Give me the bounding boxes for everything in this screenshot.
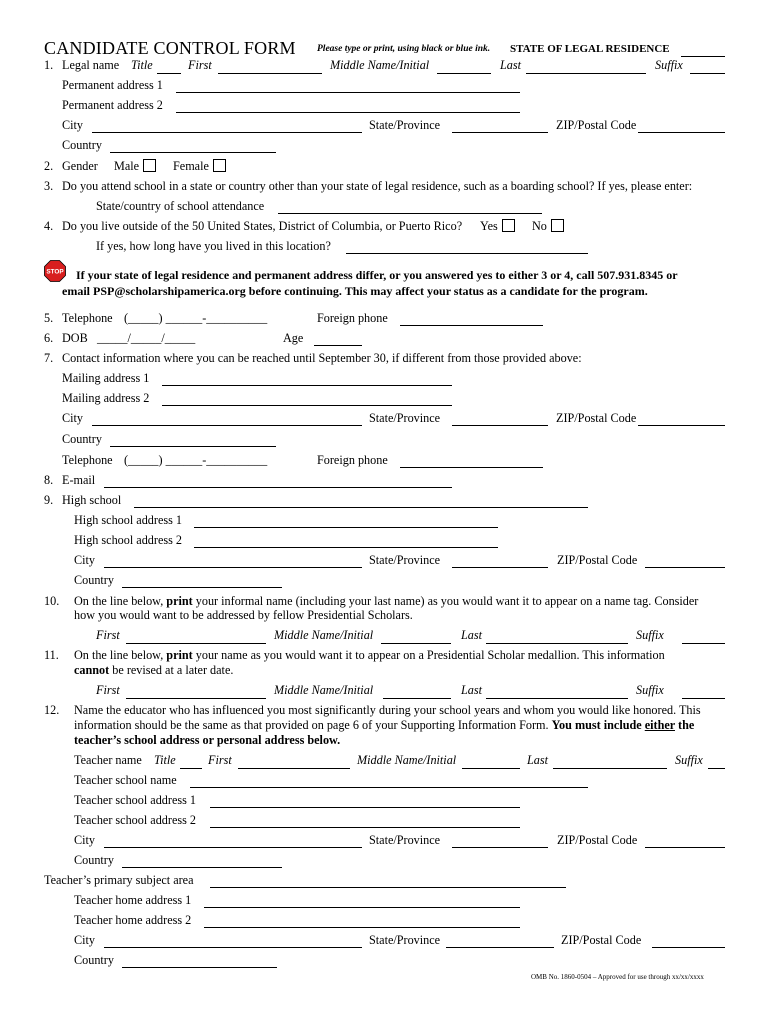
teacher-middle-field[interactable] <box>462 755 520 769</box>
teacher-first-field[interactable] <box>238 755 350 769</box>
foreign-phone-field[interactable] <box>400 312 543 326</box>
telephone-label: Telephone <box>62 311 113 325</box>
mailing-zip-field[interactable] <box>638 412 725 426</box>
teacher-subject-field[interactable] <box>210 874 566 888</box>
hs-country-field[interactable] <box>122 574 282 588</box>
hs-address-2-field[interactable] <box>194 534 498 548</box>
last-name-label: Last <box>500 58 522 72</box>
q8-number: 8. <box>44 473 54 487</box>
teacher-last-label: Last <box>527 753 549 767</box>
medallion-suffix-label: Suffix <box>636 683 664 697</box>
q9-number: 9. <box>44 493 54 507</box>
country-label: Country <box>62 138 102 152</box>
q10-line2: how you would want to be addressed by fellow Presidential Scholars. <box>74 608 413 622</box>
male-label: Male <box>114 159 140 173</box>
mailing-address-2-label: Mailing address 2 <box>62 391 150 405</box>
mailing-foreign-phone-field[interactable] <box>400 454 543 468</box>
middle-name-label: Middle Name/Initial <box>330 58 430 72</box>
hs-address-1-field[interactable] <box>194 514 498 528</box>
q6-number: 6. <box>44 331 54 345</box>
teacher-title-label: Title <box>154 753 176 767</box>
q12-number: 12. <box>44 703 60 717</box>
yes-label: Yes <box>480 219 498 233</box>
medallion-middle-field[interactable] <box>383 685 451 699</box>
teacher-school-state-field[interactable] <box>452 834 548 848</box>
perm-address-2-label: Permanent address 2 <box>62 98 163 112</box>
no-label: No <box>532 219 547 233</box>
female-checkbox[interactable] <box>213 159 226 172</box>
q3-number: 3. <box>44 179 54 193</box>
q12-must-include: You must include <box>551 718 645 732</box>
teacher-suffix-field[interactable] <box>708 755 725 769</box>
teacher-home-city-label: City <box>74 933 95 947</box>
q12-line2 <box>74 718 694 733</box>
teacher-home-zip-label: ZIP/Postal Code <box>561 933 642 947</box>
teacher-home-zip-field[interactable] <box>652 934 725 948</box>
teacher-school-state-label: State/Province <box>369 833 441 847</box>
informal-suffix-field[interactable] <box>682 630 725 644</box>
first-name-label: First <box>188 58 212 72</box>
mailing-city-field[interactable] <box>92 412 362 426</box>
teacher-home-address-2-field[interactable] <box>204 914 520 928</box>
teacher-home-state-label: State/Province <box>369 933 441 947</box>
mailing-telephone-label: Telephone <box>62 453 113 467</box>
city-label: City <box>62 118 83 132</box>
informal-suffix-label: Suffix <box>636 628 664 642</box>
school-attendance-label: State/country of school attendance <box>96 199 265 213</box>
high-school-label: High school <box>62 493 122 507</box>
medallion-suffix-field[interactable] <box>682 685 725 699</box>
form-title: CANDIDATE CONTROL FORM <box>44 38 296 58</box>
teacher-name-label: Teacher name <box>74 753 142 767</box>
hs-zip-label: ZIP/Postal Code <box>557 553 638 567</box>
how-long-field[interactable] <box>346 240 588 254</box>
q12-text-b: information should be the same as that provided on page 6 of your Supporting Information Form. <box>74 718 552 732</box>
suffix-label: Suffix <box>655 58 683 72</box>
teacher-middle-label: Middle Name/Initial <box>357 753 457 767</box>
teacher-last-field[interactable] <box>553 755 667 769</box>
q12-the: the <box>674 718 695 732</box>
teacher-school-city-field[interactable] <box>104 834 362 848</box>
stop-notice-line2: email PSP@scholarshipamerica.org before continuing. This may affect your status as a candidate for the program. <box>62 284 648 298</box>
legal-name-label: Legal name <box>62 58 120 72</box>
q11-text-a: On the line below, <box>74 648 167 662</box>
mailing-foreign-phone-label: Foreign phone <box>317 453 388 467</box>
teacher-suffix-label: Suffix <box>675 753 703 767</box>
mailing-address-1-label: Mailing address 1 <box>62 371 150 385</box>
teacher-school-address-2-field[interactable] <box>210 814 520 828</box>
teacher-first-label: First <box>208 753 232 767</box>
teacher-subject-label: Teacher’s primary subject area <box>44 873 194 887</box>
first-name-field[interactable] <box>218 60 322 74</box>
hs-state-field[interactable] <box>452 554 548 568</box>
stop-sign-text: STOP <box>46 268 64 276</box>
high-school-field[interactable] <box>134 494 588 508</box>
no-checkbox[interactable] <box>551 219 564 232</box>
q7-number: 7. <box>44 351 54 365</box>
mailing-country-field[interactable] <box>110 433 276 447</box>
q11-cannot-emphasis: cannot <box>74 663 110 677</box>
middle-name-field[interactable] <box>437 60 491 74</box>
state-of-residence-label: STATE OF LEGAL RESIDENCE <box>510 43 670 55</box>
perm-address-2-field[interactable] <box>176 99 520 113</box>
q4-number: 4. <box>44 219 54 233</box>
zip-field[interactable] <box>638 119 725 133</box>
hs-city-field[interactable] <box>104 554 362 568</box>
perm-address-1-field[interactable] <box>176 79 520 93</box>
q10-line1 <box>74 594 698 609</box>
q12-line1: Name the educator who has influenced you most significantly during your school years and whom you would like honored. This <box>74 703 701 717</box>
mailing-country-label: Country <box>62 432 102 446</box>
dob-label: DOB <box>62 331 88 345</box>
q12-either-emphasis: either <box>644 718 675 732</box>
mailing-telephone-field[interactable]: (_____) ______-__________ <box>124 453 268 467</box>
q10-text-c: your informal name (including your last name) as you would want it to appear on a name tag. Consider <box>192 594 699 608</box>
mailing-city-label: City <box>62 411 83 425</box>
mailing-address-2-field[interactable] <box>162 392 452 406</box>
state-label: State/Province <box>369 118 441 132</box>
perm-address-1-label: Permanent address 1 <box>62 78 163 92</box>
teacher-home-address-2-label: Teacher home address 2 <box>74 913 192 927</box>
teacher-school-zip-field[interactable] <box>645 834 725 848</box>
q3-question: Do you attend school in a state or country other than your state of legal residence, such as a boarding school? If yes, please enter: <box>62 179 693 193</box>
q11-line2 <box>74 663 233 678</box>
how-long-label: If yes, how long have you lived in this location? <box>96 239 331 253</box>
female-label: Female <box>173 159 209 173</box>
q10-print-emphasis: print <box>166 594 193 608</box>
email-field[interactable] <box>104 474 452 488</box>
q2-number: 2. <box>44 159 54 173</box>
age-label: Age <box>283 331 304 345</box>
informal-middle-field[interactable] <box>381 630 451 644</box>
teacher-home-country-label: Country <box>74 953 114 967</box>
mailing-address-1-field[interactable] <box>162 372 452 386</box>
hs-zip-field[interactable] <box>645 554 725 568</box>
last-name-field[interactable] <box>526 60 646 74</box>
school-attendance-field[interactable] <box>278 200 542 214</box>
q12-line3: teacher’s school address or personal address below. <box>74 733 341 747</box>
ink-instructions: Please type or print, using black or blue ink. <box>317 44 491 54</box>
medallion-last-field[interactable] <box>486 685 628 699</box>
q7-question: Contact information where you can be reached until September 30, if different from those provided above: <box>62 351 582 365</box>
gender-label: Gender <box>62 159 98 173</box>
teacher-school-address-1-field[interactable] <box>210 794 520 808</box>
email-label: E-mail <box>62 473 96 487</box>
informal-first-field[interactable] <box>126 630 266 644</box>
teacher-title-field[interactable] <box>180 755 202 769</box>
medallion-middle-label: Middle Name/Initial <box>274 683 374 697</box>
q10-text-a: On the line below, <box>74 594 167 608</box>
country-field[interactable] <box>110 139 276 153</box>
teacher-school-name-label: Teacher school name <box>74 773 177 787</box>
title-field[interactable] <box>157 60 181 74</box>
teacher-school-name-field[interactable] <box>190 774 588 788</box>
mailing-zip-label: ZIP/Postal Code <box>556 411 637 425</box>
q11-number: 11. <box>44 648 59 662</box>
telephone-field[interactable]: (_____) ______-__________ <box>124 311 268 325</box>
teacher-school-country-label: Country <box>74 853 114 867</box>
male-checkbox[interactable] <box>143 159 156 172</box>
teacher-home-state-field[interactable] <box>446 934 554 948</box>
q11-print-emphasis: print <box>166 648 193 662</box>
dob-field[interactable]: _____/_____/_____ <box>97 331 196 345</box>
hs-address-2-label: High school address 2 <box>74 533 182 547</box>
stop-notice-line1: If your state of legal residence and permanent address differ, or you answered yes to either 3 or 4, call 507.931.8345 or <box>76 268 678 282</box>
hs-address-1-label: High school address 1 <box>74 513 182 527</box>
mailing-state-field[interactable] <box>452 412 548 426</box>
suffix-field[interactable] <box>690 60 725 74</box>
q11-text-c: your name as you would want it to appear on a Presidential Scholar medallion. This information <box>192 648 665 662</box>
city-field[interactable] <box>92 119 362 133</box>
medallion-first-field[interactable] <box>126 685 266 699</box>
state-field[interactable] <box>452 119 548 133</box>
q10-number: 10. <box>44 594 60 608</box>
informal-last-label: Last <box>461 628 483 642</box>
q11-line1 <box>74 648 665 663</box>
state-of-residence-field[interactable] <box>681 43 725 57</box>
stop-sign-icon <box>44 260 66 282</box>
hs-state-label: State/Province <box>369 553 441 567</box>
informal-last-field[interactable] <box>486 630 628 644</box>
age-field[interactable] <box>314 332 362 346</box>
medallion-first-label: First <box>96 683 120 697</box>
q5-number: 5. <box>44 311 54 325</box>
hs-country-label: Country <box>74 573 114 587</box>
informal-first-label: First <box>96 628 120 642</box>
informal-middle-label: Middle Name/Initial <box>274 628 374 642</box>
q1-number: 1. <box>44 58 54 72</box>
teacher-school-city-label: City <box>74 833 95 847</box>
omb-footer: OMB No. 1860-0504 – Approved for use through xx/xx/xxxx <box>531 973 704 981</box>
mailing-state-label: State/Province <box>369 411 441 425</box>
teacher-home-address-1-field[interactable] <box>204 894 520 908</box>
teacher-school-address-1-label: Teacher school address 1 <box>74 793 196 807</box>
medallion-last-label: Last <box>461 683 483 697</box>
teacher-home-city-field[interactable] <box>104 934 362 948</box>
title-label: Title <box>131 58 153 72</box>
teacher-school-zip-label: ZIP/Postal Code <box>557 833 638 847</box>
teacher-home-country-field[interactable] <box>122 954 277 968</box>
q4-question: Do you live outside of the 50 United States, District of Columbia, or Puerto Rico? <box>62 219 463 233</box>
foreign-phone-label: Foreign phone <box>317 311 388 325</box>
zip-label: ZIP/Postal Code <box>556 118 637 132</box>
yes-checkbox[interactable] <box>502 219 515 232</box>
teacher-home-address-1-label: Teacher home address 1 <box>74 893 192 907</box>
teacher-school-address-2-label: Teacher school address 2 <box>74 813 196 827</box>
hs-city-label: City <box>74 553 95 567</box>
teacher-school-country-field[interactable] <box>122 854 282 868</box>
q11-text-d: be revised at a later date. <box>109 663 234 677</box>
